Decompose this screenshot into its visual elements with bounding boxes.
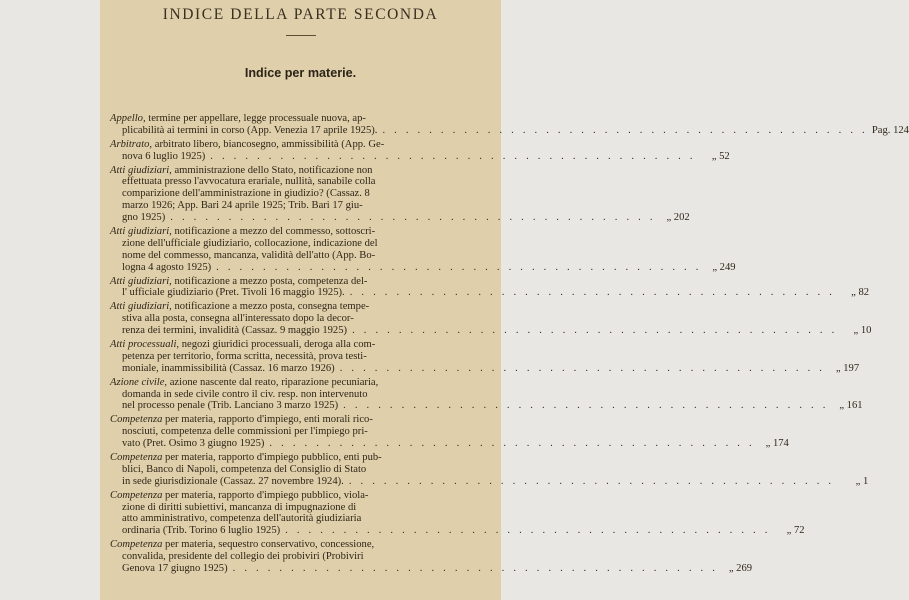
page-ref: „ 52 — [711, 150, 730, 162]
section-subtitle: Indice per materie. — [244, 66, 357, 80]
entry-line — [110, 563, 753, 575]
page-ref: „ 161 — [839, 400, 863, 412]
index-entry — [110, 138, 730, 163]
entry-text: marzo 1926; App. Bari 24 aprile 1925; Trib. Bari 17 giu- — [122, 200, 363, 212]
entry-line — [110, 426, 500, 438]
entry-head: Competenza — [110, 489, 163, 501]
entry-line — [110, 139, 500, 151]
entry-text: vato (Pret. Osimo 3 giugno 1925) — [122, 438, 265, 450]
entry-text: moniale, inammissibilità (Cassaz. 16 marzo 1926) — [122, 362, 335, 374]
entry-text: termine per appellare, legge processuale nuova, ap- — [148, 112, 366, 124]
leader-dots: . . . . . . . . . . . . . . . . . . . . . . . . . . . . . . . . . . . . . . . . . . — [216, 261, 702, 273]
page-ref: „ 174 — [765, 438, 789, 450]
index-entries — [110, 112, 909, 577]
entry-line — [110, 226, 500, 238]
entry-text: per materia, sequestro conservativo, concessione, — [165, 539, 375, 551]
entry-line — [110, 301, 500, 313]
entry-line — [110, 475, 869, 488]
index-entry — [110, 452, 869, 488]
entry-text: stiva alla posta, consegna all'interessato dopo la decor- — [122, 313, 354, 325]
leader-dots: . . . . . . . . . . . . . . . . . . . . . . . . . . . . . . . . . . . . . . . . . . — [210, 150, 696, 162]
entry-text: notificazione a mezzo posta, consegna tempe- — [174, 301, 370, 313]
entry-line — [110, 165, 500, 177]
entry-text: negozi giuridici processuali, deroga alla com- — [181, 339, 376, 351]
page-ref: „ 82 — [851, 287, 870, 299]
entry-line — [110, 150, 730, 163]
entry-text: Genova 17 giugno 1925) — [122, 563, 228, 575]
book-page — [100, 0, 909, 600]
leader-dots: . . . . . . . . . . . . . . . . . . . . . . . . . . . . . . . . . . . . . . . . . . — [269, 438, 755, 450]
page-ref: „ 249 — [712, 261, 736, 273]
entry-line — [110, 113, 500, 125]
index-entry — [110, 226, 736, 274]
entry-head: Atti giudiziari, — [110, 301, 172, 313]
entry-head: Atti giudiziari, — [110, 275, 172, 287]
entry-line — [110, 400, 863, 412]
entry-line — [110, 188, 500, 200]
entry-line — [110, 389, 500, 401]
entry-text: petenza per territorio, forma scritta, necessità, prova testi- — [122, 350, 367, 362]
entry-text: domanda in sede civile contro il civ. resp. non intervenuto — [122, 388, 368, 400]
index-entry — [110, 339, 860, 375]
entry-text: in sede giurisdizionale (Cassaz. 27 novembre 1924). — [122, 475, 344, 487]
entry-text: renza dei termini, invalidità (Cassaz. 9 maggio 1925) — [122, 325, 348, 337]
entry-text: logna 4 agosto 1925) — [122, 261, 212, 273]
index-entry — [110, 112, 909, 137]
entry-text: nome del commesso, mancanza, validità dell'atto (App. Bo- — [122, 249, 376, 261]
entry-head: Arbitrato, — [110, 138, 153, 150]
entry-text: convalida, presidente del collegio dei probiviri (Probiviri — [122, 551, 364, 563]
entry-line — [110, 238, 500, 250]
entry-text: blici, Banco di Napoli, competenza del Consiglio di Stato — [122, 463, 367, 475]
entry-text: per materia, rapporto d'impiego pubblico, enti pub- — [165, 452, 382, 464]
entry-line — [110, 438, 789, 450]
entry-text: azione nascente dal reato, riparazione pecuniaria, — [169, 376, 379, 388]
index-entry — [110, 539, 753, 575]
leader-dots: . . . . . . . . . . . . . . . . . . . . . . . . . . . . . . . . . . . . . . . . . . — [382, 124, 868, 136]
index-entry — [110, 414, 789, 450]
page-title: INDICE DELLA PARTE SECONDA — [162, 6, 439, 23]
entry-text: zione di diritti subiettivi, mancanza di impugnazione di — [122, 501, 357, 513]
entry-text: gno 1925) — [122, 212, 166, 224]
entry-line — [110, 212, 690, 224]
entry-text: atto amministrativo, competenza dell'autorità giudiziaria — [122, 513, 362, 525]
entry-line — [110, 551, 500, 563]
entry-line — [110, 539, 500, 551]
entry-text: plicabilità ai termini in corso (App. Venezia 17 aprile 1925). — [122, 124, 378, 136]
page-ref: Pag. 124 — [871, 124, 909, 136]
entry-text: notificazione a mezzo posta, competenza del- — [174, 275, 368, 287]
index-entry — [110, 164, 690, 224]
entry-line — [110, 276, 500, 288]
entry-line — [110, 261, 736, 274]
leader-dots: . . . . . . . . . . . . . . . . . . . . . . . . . . . . . . . . . . . . . . . . . . — [349, 287, 836, 299]
leader-dots: . . . . . . . . . . . . . . . . . . . . . . . . . . . . . . . . . . . . . . . . . . — [339, 362, 826, 374]
entry-text: nova 6 luglio 1925) — [122, 150, 206, 162]
leader-dots: . . . . . . . . . . . . . . . . . . . . . . . . . . . . . . . . . . . . . . . . . . — [285, 525, 771, 537]
entry-line — [110, 525, 805, 537]
entry-line — [110, 414, 500, 426]
page-ref: „ 202 — [666, 212, 690, 224]
entry-line — [110, 351, 500, 363]
index-entry — [110, 489, 805, 538]
entry-line — [110, 250, 500, 262]
page-ref: „ 1 — [855, 475, 869, 487]
leader-dots: . . . . . . . . . . . . . . . . . . . . . . . . . . . . . . . . . . . . . . . . . . — [170, 212, 656, 224]
entry-line — [110, 287, 870, 299]
leader-dots: . . . . . . . . . . . . . . . . . . . . . . . . . . . . . . . . . . . . . . . . . . — [352, 325, 838, 337]
entry-text: zione dell'ufficiale giudiziario, collocazione, indicazione del — [122, 237, 378, 249]
entry-text: amministrazione dello Stato, notificazione non — [174, 164, 373, 176]
entry-head: Competenza — [110, 414, 163, 426]
entry-text: nel processo penale (Trib. Lanciano 3 marzo 1925) — [122, 400, 339, 412]
entry-text: per materia, rapporto d'impiego pubblico, viola- — [165, 489, 369, 501]
entry-text: nosciuti, competenza delle commissioni per l'impiego pri- — [122, 426, 368, 438]
index-entry — [110, 301, 872, 337]
entry-line — [110, 452, 500, 464]
entry-text: l' ufficiale giudiziario (Pret. Tivoli 16 maggio 1925). — [122, 287, 345, 299]
page-ref: „ 269 — [728, 563, 753, 575]
entry-line — [110, 325, 872, 337]
page-ref: „ 10 — [853, 325, 872, 337]
entry-text: per materia, rapporto d'impiego, enti morali rico- — [165, 414, 373, 426]
entry-line — [110, 313, 500, 325]
entry-head: Atti giudiziari, — [110, 164, 172, 176]
entry-text: comparizione dell'amministrazione in giudizio? (Cassaz. 8 — [122, 188, 370, 200]
entry-text: ordinaria (Trib. Torino 6 luglio 1925) — [122, 525, 281, 537]
entry-text: effettuata presso l'avvocatura erariale, nullità, sanabile colla — [122, 176, 376, 188]
entry-line — [110, 362, 860, 375]
leader-dots: . . . . . . . . . . . . . . . . . . . . . . . . . . . . . . . . . . . . . . . . . . — [348, 475, 835, 487]
leader-dots: . . . . . . . . . . . . . . . . . . . . . . . . . . . . . . . . . . . . . . . . . . — [343, 400, 829, 412]
leader-dots: . . . . . . . . . . . . . . . . . . . . . . . . . . . . . . . . . . . . . . . . . . — [232, 563, 719, 575]
entry-head: Atti processuali, — [110, 339, 180, 351]
entry-head: Appello, — [110, 112, 146, 124]
entry-head: Competenza — [110, 539, 163, 551]
index-entry — [110, 275, 870, 300]
entry-line — [110, 124, 909, 137]
entry-line — [110, 377, 500, 389]
entry-line — [110, 200, 500, 212]
entry-head: Azione civile, — [110, 376, 168, 388]
page-ref: „ 72 — [786, 525, 805, 537]
entry-line — [110, 514, 500, 526]
entry-line — [110, 490, 500, 502]
page-ref: „ 197 — [835, 362, 860, 374]
entry-line — [110, 464, 500, 476]
entry-line — [110, 339, 500, 351]
entry-head: Competenza — [110, 452, 163, 464]
entry-text: notificazione a mezzo del commesso, sottoscri- — [174, 226, 376, 237]
entry-line — [110, 176, 500, 188]
entry-line — [110, 502, 500, 514]
title-divider — [286, 35, 316, 36]
entry-head: Atti giudiziari, — [110, 226, 172, 237]
entry-text: arbitrato libero, biancosegno, ammissibilità (App. Ge- — [154, 138, 385, 150]
index-entry — [110, 376, 863, 413]
